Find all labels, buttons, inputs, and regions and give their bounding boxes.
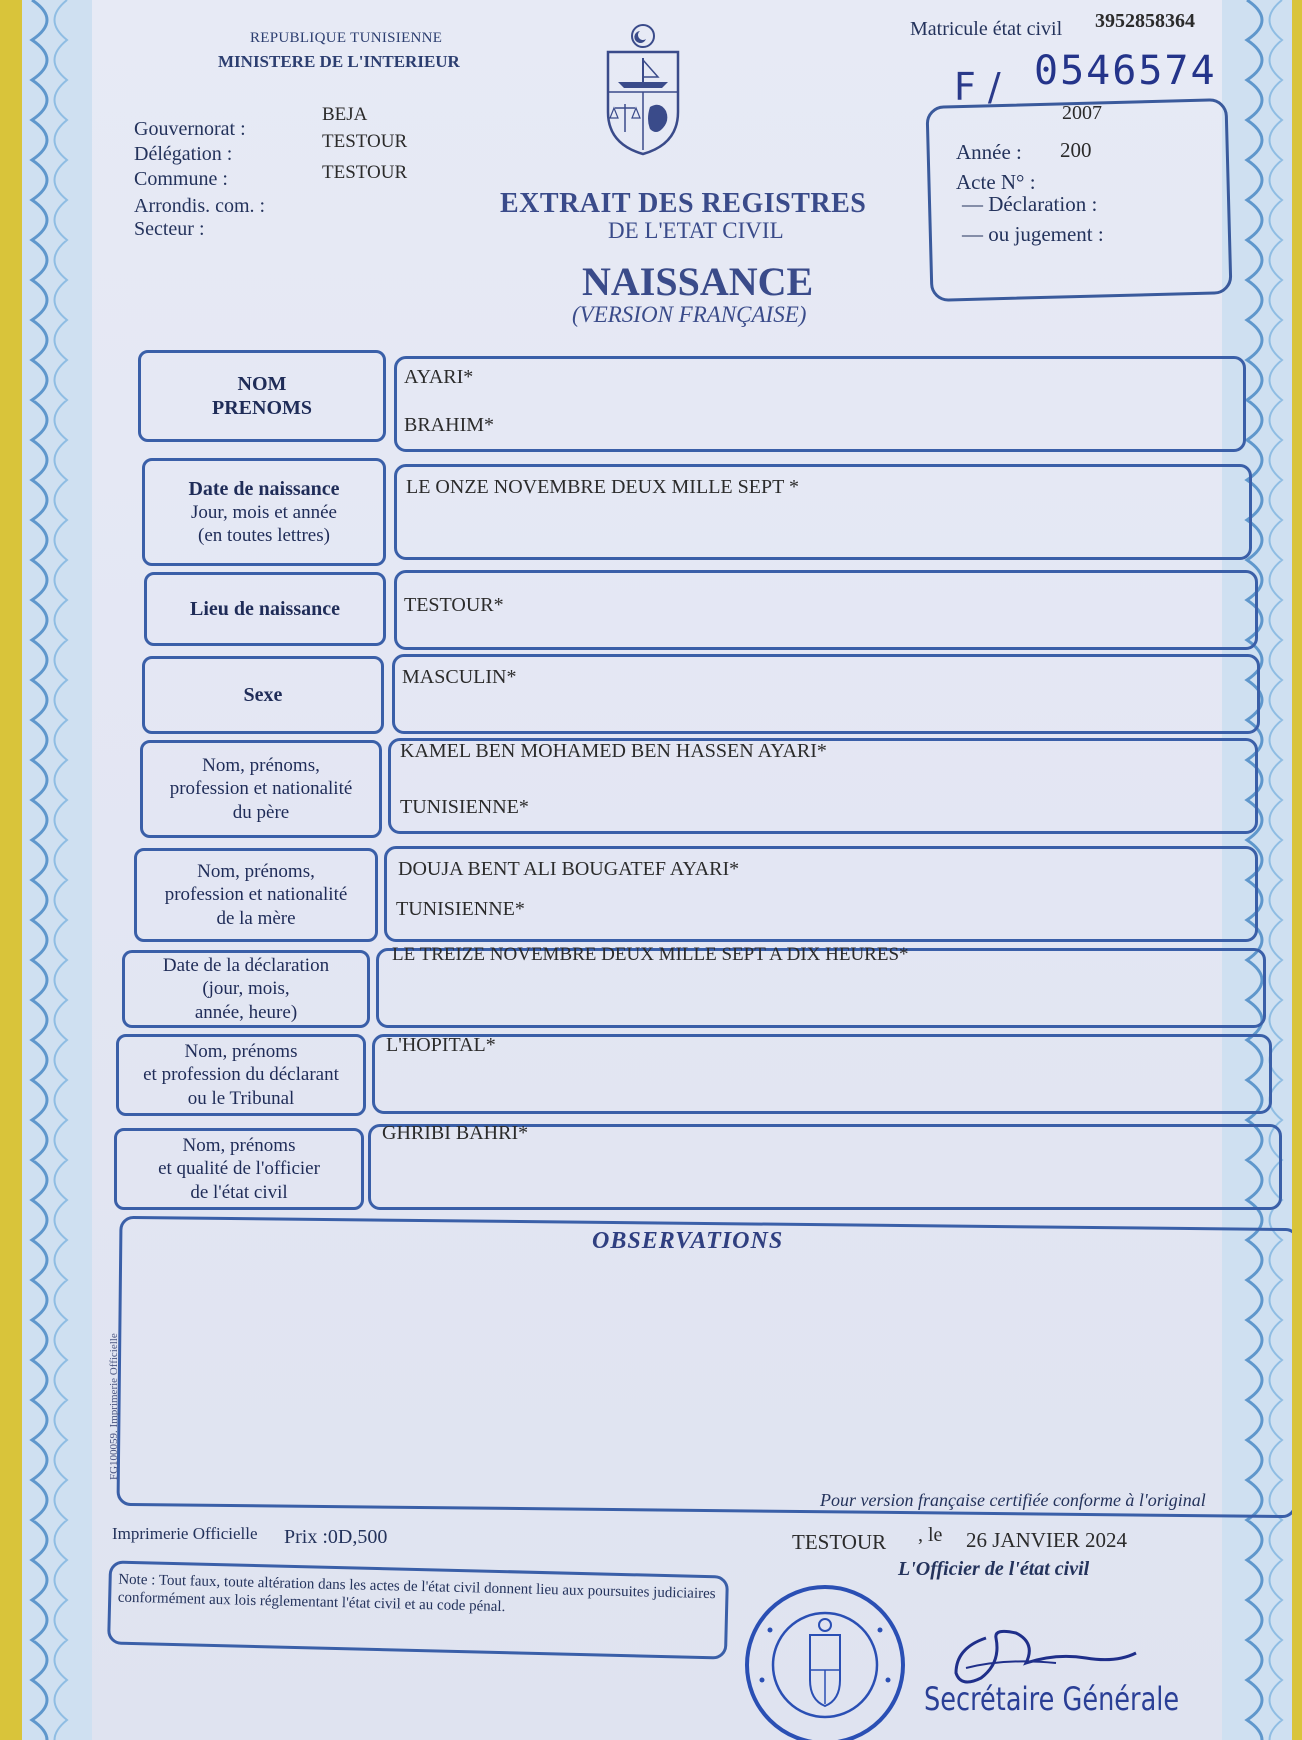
document-version: (VERSION FRANÇAISE)	[572, 302, 807, 327]
decl-date-label-line2: (jour, mois,	[202, 978, 290, 1000]
prenoms-label: PRENOMS	[212, 397, 312, 419]
dob-label-line2: Jour, mois et année	[191, 502, 337, 524]
declaration-label: — Déclaration :	[962, 192, 1098, 216]
dob-label-box	[142, 458, 386, 566]
nom-prenoms-value-box	[394, 356, 1246, 452]
lieu-value: TESTOUR*	[404, 594, 504, 616]
arrondissement-label: Arrondis. com. :	[134, 195, 266, 217]
sexe-value: MASCULIN*	[402, 666, 517, 688]
signatory-title: Secrétaire Générale	[924, 1680, 1180, 1718]
matricule-label: Matricule état civil	[910, 18, 1063, 40]
pere-label-line3: du père	[232, 801, 290, 823]
annee-label: Année :	[956, 140, 1022, 164]
lieu-label-box	[144, 572, 386, 646]
officier-label-line2: et qualité de l'officier	[158, 1158, 320, 1180]
dob-value: LE ONZE NOVEMBRE DEUX MILLE SEPT *	[406, 476, 799, 498]
lieu-value-box	[394, 570, 1258, 650]
matricule-value: 3952858364	[1095, 10, 1195, 32]
tunisia-coat-of-arms-icon	[600, 22, 686, 157]
issue-place: TESTOUR	[792, 1530, 887, 1554]
declarant-label-line1: Nom, prénoms	[184, 1041, 298, 1063]
document-type: NAISSANCE	[582, 259, 814, 304]
ministry-heading: MINISTERE DE L'INTERIEUR	[218, 52, 460, 71]
lieu-label: Lieu de naissance	[189, 597, 341, 620]
serial-number: 0546574	[1034, 48, 1217, 94]
declarant-value: L'HOPITAL*	[386, 1034, 496, 1056]
pere-label-line2: profession et nationalité	[169, 778, 353, 800]
mere-label-line1: Nom, prénoms,	[197, 861, 315, 883]
decl-date-label-line3: année, heure)	[194, 1001, 298, 1023]
declarant-label-line2: et profession du déclarant	[143, 1064, 339, 1086]
nom-value: AYARI*	[404, 366, 474, 388]
prenoms-value: BRAHIM*	[404, 414, 495, 436]
nom-prenoms-label-box	[138, 350, 386, 442]
gouvernorat-label: Gouvernorat :	[134, 118, 246, 140]
officer-title: L'Officier de l'état civil	[898, 1558, 1090, 1580]
officier-value: GHRIBI BAHRI*	[382, 1122, 529, 1144]
gouvernorat-value: BEJA	[322, 104, 368, 125]
commune-label: Commune :	[134, 168, 228, 190]
issue-date-prefix: , le	[918, 1524, 943, 1546]
price-label: Prix :0D,500	[284, 1526, 388, 1548]
sexe-label-box	[142, 656, 384, 734]
legal-note-text: Note : Tout faux, toute altération dans les actes de l'état civil donnent lieu aux poursuites judiciaires conformément aux lois réglementant l'état civil et au code pénal.	[117, 1571, 716, 1616]
printer-reference: FG100059. Imprimerie Officielle	[108, 1333, 120, 1480]
delegation-label: Délégation :	[134, 143, 233, 165]
nom-label: NOM	[237, 372, 287, 395]
sexe-value-box	[392, 654, 1260, 734]
declarant-label-line3: ou le Tribunal	[187, 1087, 295, 1109]
jugement-label: — ou jugement :	[962, 222, 1104, 246]
mere-label-box	[134, 848, 378, 942]
mere-name-value: DOUJA BENT ALI BOUGATEF AYARI*	[398, 858, 740, 880]
pere-nationality-value: TUNISIENNE*	[400, 796, 529, 818]
mere-label-line2: profession et nationalité	[164, 884, 348, 906]
certificate-paper	[22, 0, 1292, 1740]
issue-date: 26 JANVIER 2024	[966, 1528, 1127, 1552]
declarant-label-box	[116, 1034, 366, 1116]
officier-label-line1: Nom, prénoms	[182, 1135, 296, 1157]
document-subtitle: DE L'ETAT CIVIL	[608, 218, 784, 243]
declarant-value-box	[372, 1034, 1272, 1114]
dob-label-line3: (en toutes lettres)	[198, 525, 330, 547]
pere-label-box	[140, 740, 382, 838]
observations-box	[117, 1216, 1292, 1518]
declaration-date-value: LE TREIZE NOVEMBRE DEUX MILLE SEPT A DIX HEURES*	[392, 944, 909, 965]
acte-label: Acte N° :	[956, 170, 1036, 194]
dob-label: Date de naissance	[188, 477, 340, 500]
imprimerie-label: Imprimerie Officielle	[112, 1524, 258, 1543]
delegation-value: TESTOUR	[322, 131, 408, 152]
republic-heading: REPUBLIQUE TUNISIENNE	[250, 30, 443, 46]
certification-text: Pour version française certifiée conforme à l'original	[820, 1490, 1206, 1510]
annee-value: 200	[1060, 138, 1092, 162]
municipal-stamp-icon	[740, 1580, 910, 1740]
secteur-label: Secteur :	[134, 218, 205, 240]
pere-name-value: KAMEL BEN MOHAMED BEN HASSEN AYARI*	[400, 740, 827, 762]
sexe-label: Sexe	[243, 683, 283, 706]
officier-label-line3: de l'état civil	[190, 1181, 288, 1203]
decl-date-label-line1: Date de la déclaration	[162, 955, 330, 977]
mere-nationality-value: TUNISIENNE*	[396, 898, 525, 920]
declaration-date-label-box	[122, 950, 370, 1028]
pere-label-line1: Nom, prénoms,	[202, 755, 320, 777]
officier-label-box	[114, 1128, 364, 1210]
serial-prefix: F /	[954, 65, 1001, 109]
handwritten-year: 2007	[1062, 102, 1102, 124]
commune-value: TESTOUR	[322, 162, 408, 183]
document-title: EXTRAIT DES REGISTRES	[500, 188, 867, 219]
observations-title: OBSERVATIONS	[592, 1228, 784, 1254]
mere-label-line3: de la mère	[216, 907, 296, 929]
